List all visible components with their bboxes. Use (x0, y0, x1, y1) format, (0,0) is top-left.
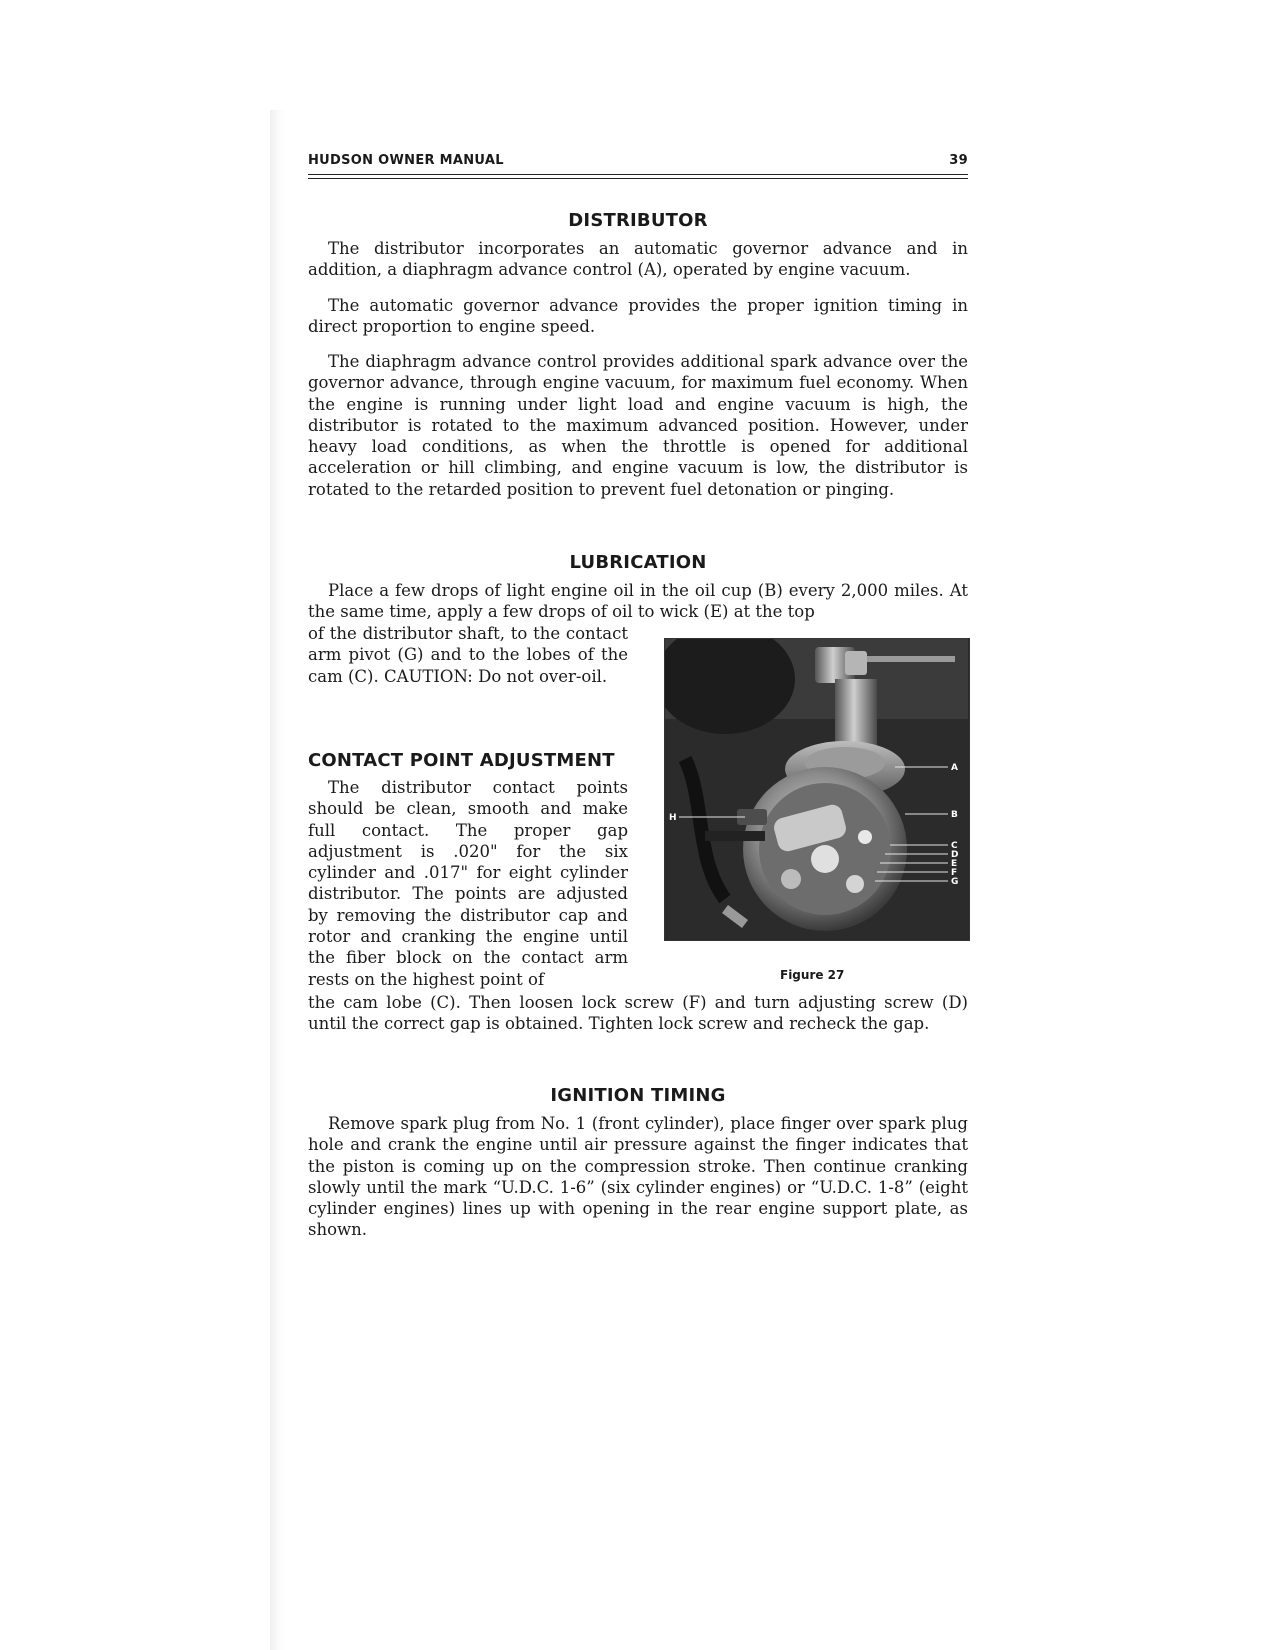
manual-page (308, 150, 968, 1240)
callout-b: B (951, 810, 958, 820)
callout-d: D (951, 850, 959, 860)
distributor-paragraph-2: The automatic governor advance provides the proper ignition timing in direct proportion to engine speed. (308, 296, 968, 337)
distributor-paragraph-1: The distributor incorporates an automatic governor advance and in addition, a diaphragm advance control (A), operated by engine vacuum. (308, 239, 968, 280)
distributor-illustration (665, 639, 968, 939)
manual-title: HUDSON OWNER MANUAL (308, 153, 504, 168)
callout-e: E (951, 859, 958, 869)
callout-c: C (951, 841, 958, 851)
heading-contact-point-adjustment: CONTACT POINT ADJUSTMENT (308, 750, 615, 771)
heading-distributor: DISTRIBUTOR (568, 210, 708, 231)
page-edge-shadow (270, 110, 286, 1650)
callout-a: A (951, 763, 958, 773)
figure-caption: Figure 27 (780, 968, 845, 982)
ignition-timing-paragraph: Remove spark plug from No. 1 (front cylinder), place finger over spark plug hole and crank the engine until air pressure against the finger indicates that the piston is coming up on the compression stroke. Then continue cranking slowly until the mark “U.D.C. 1-6” (six cylinder engines) or “U.D.C. 1-8” (eight cylinder engines) lines up with opening in the rear engine support plate, as shown. (308, 1114, 968, 1240)
heading-lubrication: LUBRICATION (569, 552, 707, 573)
callout-f: F (951, 868, 958, 878)
contact-point-paragraph-wide: the cam lobe (C). Then loosen lock screw (F) and turn adjusting screw (D) until the correct gap is obtained. Tighten lock screw and recheck the gap. (308, 993, 968, 1034)
lubrication-paragraph-wide: Place a few drops of light engine oil in the oil cup (B) every 2,000 miles. At the same time, apply a few drops of oil to wick (E) at the top (308, 581, 968, 622)
callout-h: H (669, 813, 677, 823)
distributor-photo (664, 638, 970, 941)
page-number: 39 (949, 153, 968, 168)
header-rule (308, 174, 968, 179)
heading-ignition-timing: IGNITION TIMING (550, 1085, 726, 1106)
contact-point-paragraph-narrow: The distributor contact points should be clean, smooth and make full contact. The proper gap adjustment is .020" for the six cylinder and .017" for eight cylinder distributor. The points are adjusted by removing the distributor cap and rotor and cranking the engine until the fiber block on the contact arm rests on the highest point of (308, 778, 628, 989)
callout-g: G (951, 877, 959, 887)
distributor-paragraph-3: The diaphragm advance control provides additional spark advance over the governor advance, through engine vacuum, for maximum fuel economy. When the engine is running under light load and engine vacuum is high, the distributor is rotated to the maximum advanced position. However, under heavy load conditions, as when the throttle is opened for additional acceleration or hill climbing, and engine vacuum is low, the distributor is rotated to the retarded position to prevent fuel detonation or pinging. (308, 352, 968, 499)
running-header (308, 150, 968, 168)
lubrication-paragraph-narrow: of the distributor shaft, to the contact arm pivot (G) and to the lobes of the cam (C). CAUTION: Do not over-oil. (308, 624, 628, 686)
